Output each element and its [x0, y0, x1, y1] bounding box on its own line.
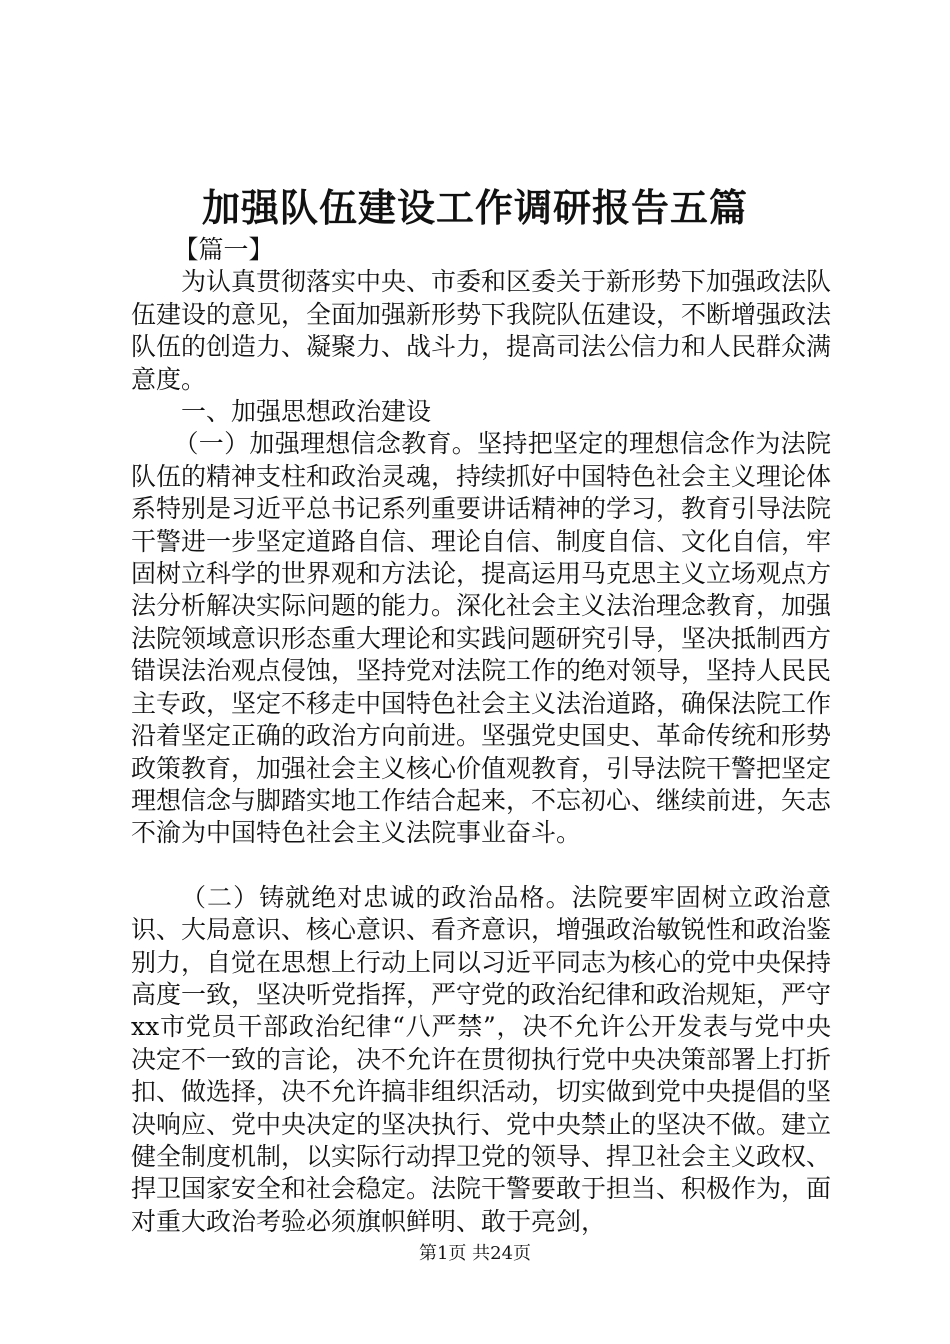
document-body [131, 234, 831, 1238]
paragraph-2: （二）铸就绝对忠诚的政治品格。法院要牢固树立政治意识、大局意识、核心意识、看齐意识，增强政治敏锐性和政治鉴别力，自觉在思想上行动上同以习近平同志为核心的党中央保持高度一致，坚决听党指挥，严守党的政治纪律和政治规矩，严守xx市党员干部政治纪律“八严禁”，决不允许公开发表与党中央决定不一致的言论，决不允许在贯彻执行党中央决策部署上打折扣、做选择，决不允许搞非组织活动，切实做到党中央提倡的坚决响应、党中央决定的坚决执行、党中央禁止的坚决不做。建立健全制度机制，以实际行动捍卫党的领导、捍卫社会主义政权、捍卫国家安全和社会稳定。法院干警要敢于担当、积极作为，面对重大政治考验必须旗帜鲜明、敢于亮剑， [131, 882, 832, 1236]
paragraph-gap [131, 850, 831, 882]
section-label: 【篇一】 [173, 235, 274, 264]
document-title: 加强队伍建设工作调研报告五篇 [201, 185, 748, 230]
section-heading: 一、加强思想政治建设 [181, 397, 432, 427]
page-footer: 第1页 共24页 [418, 1243, 532, 1264]
intro-paragraph: 为认真贯彻落实中央、市委和区委关于新形势下加强政法队伍建设的意见，全面加强新形势下我院队伍建设，不断增强政法队伍的创造力、凝聚力、战斗力，提高司法公信力和人民群众满意度。 [131, 267, 832, 394]
paragraph-1: （一）加强理想信念教育。坚持把坚定的理想信念作为法院队伍的精神支柱和政治灵魂，持续抓好中国特色社会主义理论体系特别是习近平总书记系列重要讲话精神的学习，教育引导法院干警进一步坚定道路自信、理论自信、制度自信、文化自信，牢固树立科学的世界观和方法论，提高运用马克思主义立场观点方法分析解决实际问题的能力。深化社会主义法治理念教育，加强法院领域意识形态重大理论和实践问题研究引导，坚决抵制西方错误法治观点侵蚀，坚持党对法院工作的绝对领导，坚持人民民主专政，坚定不移走中国特色社会主义法治道路，确保法院工作沿着坚定正确的政治方向前进。坚强党史国史、革命传统和形势政策教育，加强社会主义核心价值观教育，引导法院干警把坚定理想信念与脚踏实地工作结合起来，不忘初心、继续前进，矢志不渝为中国特色社会主义法院事业奋斗。 [131, 429, 832, 848]
